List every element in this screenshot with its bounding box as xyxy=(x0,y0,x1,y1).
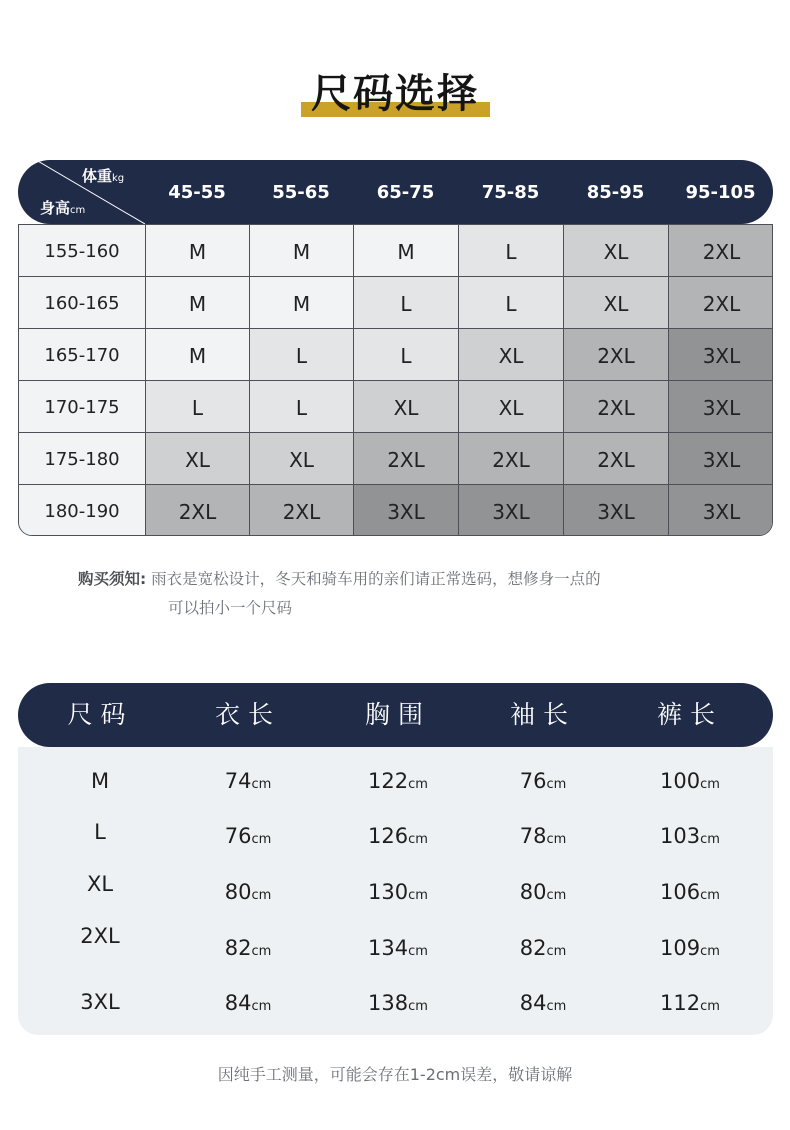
measure-value-cell xyxy=(338,991,458,1015)
measure-value-cell xyxy=(338,936,458,960)
measure-value-cell xyxy=(630,880,750,904)
measure-header-cell: 尺码 xyxy=(67,700,134,729)
size-cell: 2XL xyxy=(354,433,459,485)
size-cell: M xyxy=(250,277,354,329)
title-section xyxy=(0,62,790,124)
size-cell: M xyxy=(146,277,250,329)
size-cell: 3XL xyxy=(354,485,459,536)
measure-value-cell xyxy=(188,769,308,793)
weight-axis-label xyxy=(82,165,124,186)
measure-header-cell: 衣长 xyxy=(214,700,281,729)
measure-value-cell xyxy=(483,824,603,848)
measure-unit: cm xyxy=(700,777,720,792)
measure-value: 122 xyxy=(368,769,409,793)
size-cell: M xyxy=(354,225,459,277)
purchase-note xyxy=(78,565,738,623)
measure-value: 78 xyxy=(519,824,547,848)
height-range-cell: 155-160 xyxy=(19,225,146,277)
note-label: 购买须知: xyxy=(78,570,147,588)
size-cell: L xyxy=(354,277,459,329)
size-cell: M xyxy=(146,225,250,277)
measure-value: 112 xyxy=(660,991,701,1015)
measurement-disclaimer: 因纯手工测量，可能会存在1-2cm误差，敬请谅解 xyxy=(217,1065,573,1084)
height-label-text: 身高 xyxy=(40,199,71,217)
measure-value: 76 xyxy=(224,824,252,848)
height-range-cell: 175-180 xyxy=(19,433,146,485)
measure-value-cell xyxy=(188,824,308,848)
measure-size-cell: 2XL xyxy=(80,924,120,948)
height-range-cell: 160-165 xyxy=(19,277,146,329)
measure-header-cell: 胸围 xyxy=(364,700,431,729)
measure-value: 76 xyxy=(519,769,547,793)
measure-unit: cm xyxy=(700,944,720,959)
measure-value-cell xyxy=(338,880,458,904)
weight-range-header: 45-55 xyxy=(168,182,226,203)
size-cell: 3XL xyxy=(669,329,773,381)
weight-range-header: 65-75 xyxy=(376,182,435,203)
size-cell: 2XL xyxy=(250,485,354,536)
measure-unit: cm xyxy=(546,888,567,903)
measure-unit: cm xyxy=(546,777,567,792)
measure-value-cell xyxy=(188,936,308,960)
measure-unit: cm xyxy=(408,832,428,847)
measure-value: 82 xyxy=(519,936,547,960)
size-cell: 2XL xyxy=(564,381,669,433)
size-cell: XL xyxy=(459,381,564,433)
size-chart-row xyxy=(19,329,773,381)
measure-value: 100 xyxy=(660,769,701,793)
size-cell: XL xyxy=(146,433,250,485)
measure-unit: cm xyxy=(700,832,720,847)
measure-value-cell xyxy=(630,936,750,960)
size-chart-body xyxy=(18,224,773,536)
size-chart-row xyxy=(19,433,773,485)
measure-value: 80 xyxy=(224,880,252,904)
measure-unit: cm xyxy=(251,832,272,847)
measure-size-cell: 3XL xyxy=(80,990,120,1014)
measure-table-header xyxy=(18,683,773,747)
size-cell: L xyxy=(459,277,564,329)
measure-unit: cm xyxy=(408,777,428,792)
size-cell: 3XL xyxy=(669,381,773,433)
measure-unit: cm xyxy=(251,999,272,1014)
size-cell: L xyxy=(250,329,354,381)
weight-range-header: 95-105 xyxy=(685,182,756,203)
measure-value-cell xyxy=(630,824,750,848)
measure-unit: cm xyxy=(251,888,272,903)
size-chart-row xyxy=(19,381,773,433)
measure-value: 84 xyxy=(224,991,252,1015)
weight-range-header: 85-95 xyxy=(586,182,645,203)
note-text-1: 雨衣是宽松设计，冬天和骑车用的亲们请正常选码，想修身一点的 xyxy=(151,570,601,588)
measure-value-cell xyxy=(483,991,603,1015)
corner-header-cell xyxy=(18,160,145,224)
measure-value: 126 xyxy=(368,824,409,848)
size-chart-row xyxy=(19,485,773,536)
size-cell: M xyxy=(146,329,250,381)
size-cell: 2XL xyxy=(564,433,669,485)
measure-unit: cm xyxy=(546,832,567,847)
measure-value: 106 xyxy=(660,880,701,904)
measure-value: 138 xyxy=(368,991,409,1015)
measure-unit: cm xyxy=(700,999,720,1014)
size-cell: 3XL xyxy=(459,485,564,536)
size-cell: XL xyxy=(564,225,669,277)
measure-value-cell xyxy=(630,769,750,793)
size-cell: XL xyxy=(250,433,354,485)
height-range-cell: 170-175 xyxy=(19,381,146,433)
size-cell: 3XL xyxy=(669,485,773,536)
measure-unit: cm xyxy=(251,944,272,959)
measure-unit: cm xyxy=(408,944,428,959)
measure-table-body xyxy=(18,747,773,1035)
measure-value-cell xyxy=(338,824,458,848)
height-range-cell: 165-170 xyxy=(19,329,146,381)
measure-value: 84 xyxy=(519,991,547,1015)
measure-value: 134 xyxy=(368,936,409,960)
measure-value-cell xyxy=(483,936,603,960)
size-cell: 2XL xyxy=(146,485,250,536)
weight-range-header: 75-85 xyxy=(481,182,540,203)
page-title: 尺码选择 xyxy=(311,71,479,117)
weight-unit: kg xyxy=(112,173,125,184)
measure-unit: cm xyxy=(546,944,567,959)
size-cell: 2XL xyxy=(669,277,773,329)
measure-value-cell xyxy=(630,991,750,1015)
height-range-cell: 180-190 xyxy=(19,485,146,536)
size-cell: 2XL xyxy=(564,329,669,381)
measure-size-cell: M xyxy=(90,769,110,793)
weight-label-text: 体重 xyxy=(82,167,113,185)
measure-unit: cm xyxy=(546,999,567,1014)
size-chart-header xyxy=(18,160,773,224)
measure-value: 109 xyxy=(660,936,701,960)
measure-value: 74 xyxy=(224,769,252,793)
measure-header-cell: 袖长 xyxy=(509,700,576,729)
size-chart-row xyxy=(19,225,773,277)
size-cell: M xyxy=(250,225,354,277)
size-cell: 2XL xyxy=(669,225,773,277)
size-cell: L xyxy=(146,381,250,433)
note-text-2: 可以拍小一个尺码 xyxy=(168,599,293,617)
weight-range-header: 55-65 xyxy=(272,182,330,203)
note-line-1 xyxy=(78,565,738,594)
measure-value: 130 xyxy=(368,880,409,904)
measure-unit: cm xyxy=(700,888,720,903)
size-cell: XL xyxy=(354,381,459,433)
size-cell: L xyxy=(459,225,564,277)
measure-unit: cm xyxy=(408,888,428,903)
size-cell: L xyxy=(354,329,459,381)
size-cell: 2XL xyxy=(459,433,564,485)
size-cell: 3XL xyxy=(564,485,669,536)
size-cell: XL xyxy=(459,329,564,381)
measure-value-cell xyxy=(483,880,603,904)
size-cell: 3XL xyxy=(669,433,773,485)
size-cell: L xyxy=(250,381,354,433)
measure-value-cell xyxy=(188,991,308,1015)
measure-value: 103 xyxy=(660,824,701,848)
height-axis-label xyxy=(40,197,85,218)
measure-size-cell: XL xyxy=(86,872,114,896)
measure-value: 80 xyxy=(519,880,547,904)
measure-value-cell xyxy=(483,769,603,793)
measure-unit: cm xyxy=(251,777,272,792)
measure-value-cell xyxy=(338,769,458,793)
size-chart-row xyxy=(19,277,773,329)
measure-value-cell xyxy=(188,880,308,904)
measure-unit: cm xyxy=(408,999,428,1014)
measure-header-cell: 裤长 xyxy=(656,700,723,729)
measure-value: 82 xyxy=(224,936,252,960)
height-unit: cm xyxy=(70,205,86,216)
measure-size-cell: L xyxy=(94,820,106,844)
size-cell: XL xyxy=(564,277,669,329)
